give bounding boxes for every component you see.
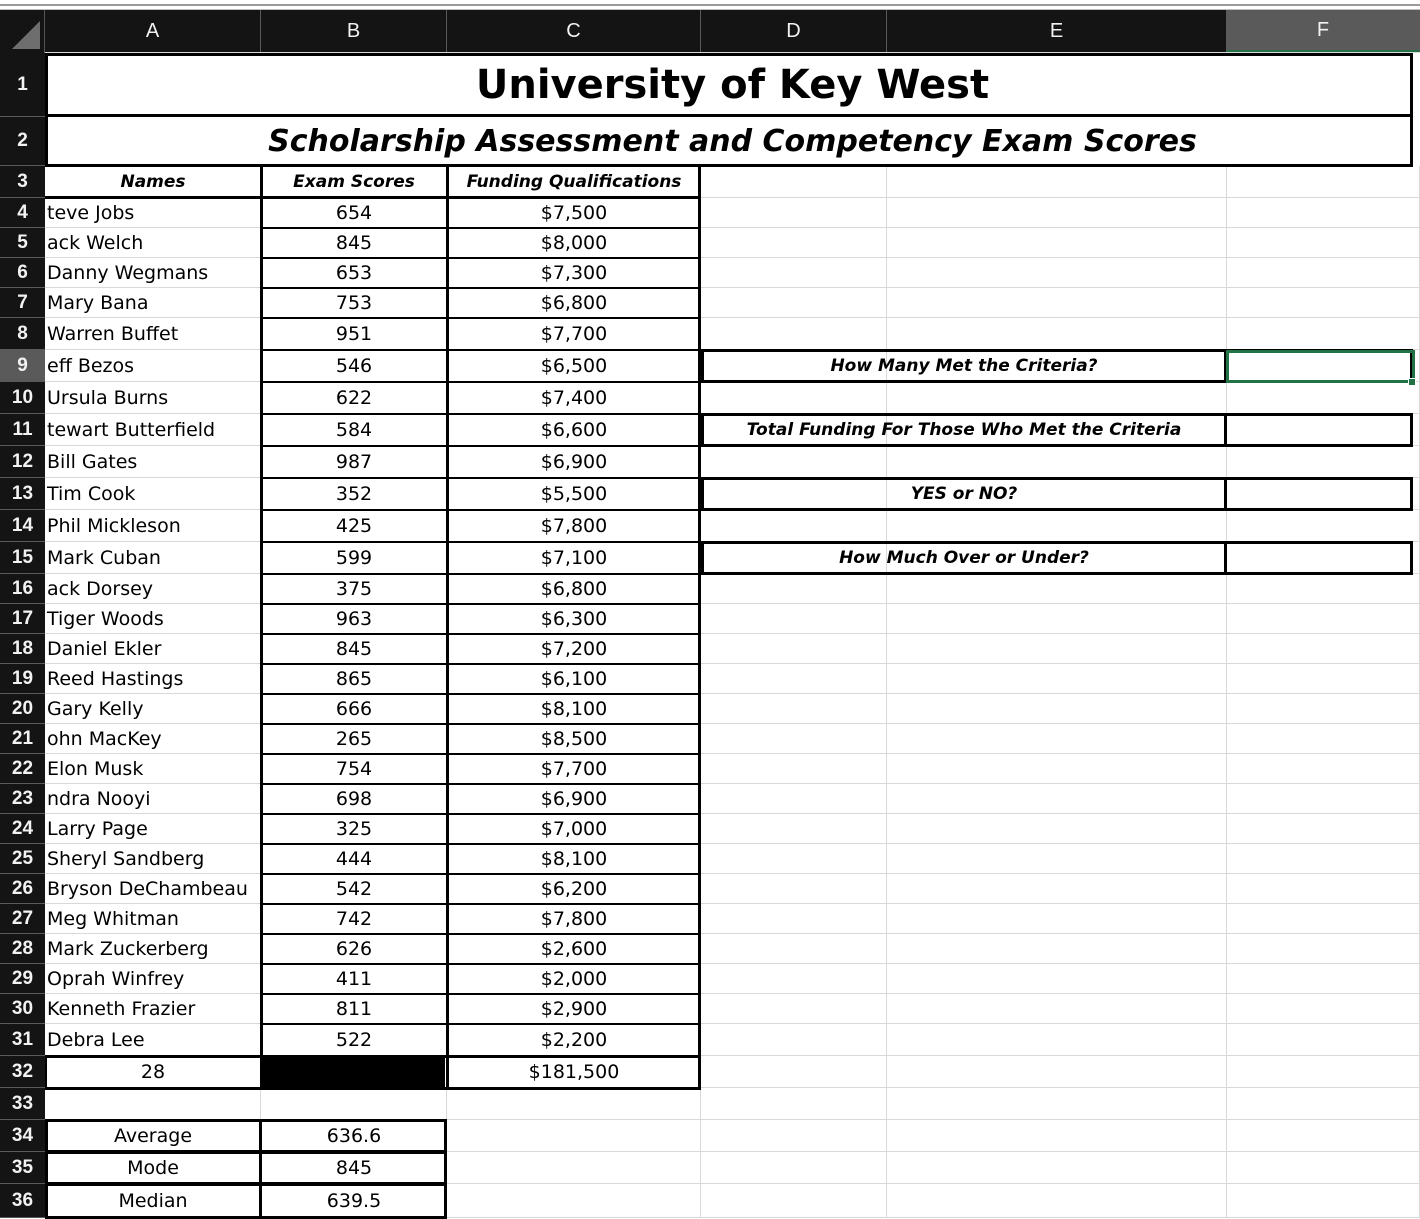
table-row-border: [261, 843, 701, 845]
score-cell[interactable]: 584: [335, 419, 373, 441]
column-header-c[interactable]: C: [447, 10, 701, 53]
funding-cell[interactable]: $7,400: [540, 387, 608, 409]
score-cell[interactable]: 325: [335, 818, 373, 840]
score-cell[interactable]: 754: [335, 758, 373, 780]
stat-divider: [259, 1152, 262, 1184]
funding-cell[interactable]: $2,600: [540, 938, 608, 960]
row-header-4[interactable]: 4: [0, 198, 45, 228]
score-cell[interactable]: 698: [335, 788, 373, 810]
table-row-border: [261, 257, 701, 259]
active-cell-selection[interactable]: [1226, 350, 1415, 383]
score-cell[interactable]: 742: [335, 908, 373, 930]
table-vertical-border: [260, 165, 263, 1089]
row-header-8[interactable]: 8: [0, 318, 45, 350]
row-header-2[interactable]: 2: [0, 117, 45, 166]
stat-box: [45, 1151, 447, 1185]
stat-box: [45, 1119, 447, 1153]
select-all-corner[interactable]: [0, 10, 45, 53]
table-row-border: [261, 873, 701, 875]
row-header-34[interactable]: 34: [0, 1120, 45, 1152]
name-cell[interactable]: ack Welch: [47, 232, 144, 254]
row-header-16[interactable]: 16: [0, 574, 45, 604]
how-much-over-under-label: How Much Over or Under?: [839, 548, 1089, 568]
question-box: [701, 477, 1413, 511]
funding-cell[interactable]: $7,000: [540, 818, 608, 840]
row-header-20[interactable]: 20: [0, 694, 45, 724]
row-header-31[interactable]: 31: [0, 1024, 45, 1056]
funding-cell[interactable]: $8,100: [540, 848, 608, 870]
score-cell[interactable]: 546: [335, 355, 373, 377]
question-divider: [1224, 414, 1227, 446]
name-cell[interactable]: Larry Page: [47, 818, 148, 840]
row-header-13[interactable]: 13: [0, 478, 45, 510]
column-header-b[interactable]: B: [261, 10, 447, 53]
score-cell[interactable]: 987: [335, 451, 373, 473]
funding-cell[interactable]: $7,300: [540, 262, 608, 284]
yes-or-no-label: YES or NO?: [910, 484, 1018, 504]
score-cell[interactable]: 425: [335, 515, 373, 537]
score-cell[interactable]: 411: [335, 968, 373, 990]
row-header-11[interactable]: 11: [0, 414, 45, 446]
funding-cell[interactable]: $2,200: [540, 1029, 608, 1051]
question-box: [701, 541, 1413, 575]
header-names: Names: [120, 172, 186, 192]
how-many-met-criteria-label: How Many Met the Criteria?: [830, 356, 1098, 376]
row-header-35[interactable]: 35: [0, 1152, 45, 1184]
row-header-10[interactable]: 10: [0, 382, 45, 414]
name-cell[interactable]: Mary Bana: [47, 292, 149, 314]
name-cell[interactable]: ohn MacKey: [47, 728, 162, 750]
name-cell[interactable]: Gary Kelly: [47, 698, 144, 720]
funding-cell[interactable]: $6,800: [540, 578, 608, 600]
stat-label-average: Average: [113, 1125, 193, 1147]
stat-divider: [259, 1184, 262, 1218]
name-cell[interactable]: teve Jobs: [47, 202, 135, 224]
score-cell[interactable]: 599: [335, 547, 373, 569]
table-row-border: [261, 723, 701, 725]
score-cell[interactable]: 654: [335, 202, 373, 224]
name-cell[interactable]: Mark Cuban: [47, 547, 161, 569]
title-divider: [45, 114, 1413, 117]
stat-label-mode: Mode: [127, 1157, 179, 1179]
name-cell[interactable]: Ursula Burns: [47, 387, 169, 409]
row-header-36[interactable]: 36: [0, 1184, 45, 1218]
name-cell[interactable]: Elon Musk: [47, 758, 144, 780]
score-cell[interactable]: 375: [335, 578, 373, 600]
row-header-21[interactable]: 21: [0, 724, 45, 754]
row-header-5[interactable]: 5: [0, 228, 45, 258]
table-row-border: [261, 227, 701, 229]
table-row-border: [261, 783, 701, 785]
score-cell[interactable]: 444: [335, 848, 373, 870]
table-row-border: [261, 509, 701, 511]
score-cell[interactable]: 265: [335, 728, 373, 750]
table-row-border: [261, 753, 701, 755]
row-header-22[interactable]: 22: [0, 754, 45, 784]
table-row-border: [261, 413, 701, 415]
row-header-14[interactable]: 14: [0, 510, 45, 542]
header-funding: Funding Qualifications: [466, 172, 682, 192]
funding-cell[interactable]: $2,000: [540, 968, 608, 990]
table-row-border: [261, 349, 701, 351]
question-divider: [1224, 542, 1227, 574]
name-cell[interactable]: eff Bezos: [47, 355, 135, 377]
row-header-24[interactable]: 24: [0, 814, 45, 844]
name-cell[interactable]: Oprah Winfrey: [47, 968, 185, 990]
funding-cell[interactable]: $6,900: [540, 788, 608, 810]
funding-cell[interactable]: $8,000: [540, 232, 608, 254]
row-header-25[interactable]: 25: [0, 844, 45, 874]
row-header-12[interactable]: 12: [0, 446, 45, 478]
row-header-26[interactable]: 26: [0, 874, 45, 904]
score-cell[interactable]: 951: [335, 323, 373, 345]
total-funding-met-criteria-label: Total Funding For Those Who Met the Criteria: [746, 420, 1182, 440]
score-cell[interactable]: 352: [335, 483, 373, 505]
funding-cell[interactable]: $6,900: [540, 451, 608, 473]
name-cell[interactable]: Reed Hastings: [47, 668, 184, 690]
funding-cell[interactable]: $6,500: [540, 355, 608, 377]
score-cell[interactable]: 753: [335, 292, 373, 314]
table-row-border: [261, 381, 701, 383]
table-row-border: [261, 813, 701, 815]
table-row-border: [261, 633, 701, 635]
score-cell[interactable]: 963: [335, 608, 373, 630]
stat-label-median: Median: [118, 1190, 188, 1212]
table-row-border: [261, 573, 701, 575]
row-header-1[interactable]: 1: [0, 53, 45, 117]
score-cell[interactable]: 845: [335, 232, 373, 254]
stat-value-mode[interactable]: 845: [335, 1157, 373, 1179]
name-cell[interactable]: Debra Lee: [47, 1029, 145, 1051]
funding-cell[interactable]: $5,500: [540, 483, 608, 505]
name-cell[interactable]: Sheryl Sandberg: [47, 848, 205, 870]
total-count-cell[interactable]: 28: [140, 1061, 166, 1083]
row-header-28[interactable]: 28: [0, 934, 45, 964]
score-cell[interactable]: 626: [335, 938, 373, 960]
window-top-strip: [0, 0, 1420, 10]
row-header-3[interactable]: 3: [0, 166, 45, 198]
name-cell[interactable]: Daniel Ekler: [47, 638, 162, 660]
question-divider: [1224, 478, 1227, 510]
row-header-30[interactable]: 30: [0, 994, 45, 1024]
name-cell[interactable]: Bryson DeChambeau: [47, 878, 248, 900]
name-cell[interactable]: Bill Gates: [47, 451, 138, 473]
row-header-27[interactable]: 27: [0, 904, 45, 934]
column-header-e[interactable]: E: [887, 10, 1227, 53]
table-row-border: [261, 993, 701, 995]
row-header-17[interactable]: 17: [0, 604, 45, 634]
name-cell[interactable]: ack Dorsey: [47, 578, 154, 600]
funding-cell[interactable]: $7,100: [540, 547, 608, 569]
funding-cell[interactable]: $7,800: [540, 908, 608, 930]
funding-cell[interactable]: $7,700: [540, 758, 608, 780]
table-row-border: [261, 963, 701, 965]
total-funding-cell[interactable]: $181,500: [528, 1061, 620, 1083]
table-row-border: [261, 287, 701, 289]
score-cell[interactable]: 542: [335, 878, 373, 900]
funding-cell[interactable]: $6,600: [540, 419, 608, 441]
funding-cell[interactable]: $7,200: [540, 638, 608, 660]
row-header-33[interactable]: 33: [0, 1088, 45, 1120]
score-cell[interactable]: 653: [335, 262, 373, 284]
name-cell[interactable]: ndra Nooyi: [47, 788, 151, 810]
row-header-7[interactable]: 7: [0, 288, 45, 318]
table-vertical-border: [446, 165, 449, 1089]
funding-cell[interactable]: $8,500: [540, 728, 608, 750]
name-cell[interactable]: Tiger Woods: [47, 608, 164, 630]
row-header-32[interactable]: 32: [0, 1056, 45, 1088]
question-box: [701, 413, 1413, 447]
score-cell[interactable]: 522: [335, 1029, 373, 1051]
funding-cell[interactable]: $7,700: [540, 323, 608, 345]
row-header-18[interactable]: 18: [0, 634, 45, 664]
table-row-border: [261, 933, 701, 935]
row-header-19[interactable]: 19: [0, 664, 45, 694]
name-cell[interactable]: Danny Wegmans: [47, 262, 209, 284]
funding-cell[interactable]: $6,800: [540, 292, 608, 314]
name-cell[interactable]: Meg Whitman: [47, 908, 179, 930]
sheet-subtitle: Scholarship Assessment and Competency Exam Scores: [45, 117, 1420, 166]
column-header-a[interactable]: A: [45, 10, 261, 53]
row-header-29[interactable]: 29: [0, 964, 45, 994]
funding-cell[interactable]: $6,300: [540, 608, 608, 630]
name-cell[interactable]: Tim Cook: [47, 483, 136, 505]
name-cell[interactable]: tewart Butterfield: [47, 419, 216, 441]
score-cell[interactable]: 811: [335, 998, 373, 1020]
header-bottom-border: [45, 196, 701, 199]
blacked-out-cell[interactable]: [262, 1057, 445, 1088]
funding-cell[interactable]: $2,900: [540, 998, 608, 1020]
funding-cell[interactable]: $7,500: [540, 202, 608, 224]
title-border: [45, 53, 1413, 167]
table-row-border: [261, 1023, 701, 1025]
table-row-border: [261, 693, 701, 695]
header-exam-scores: Exam Scores: [293, 172, 415, 192]
stat-divider: [259, 1120, 262, 1152]
name-cell[interactable]: Warren Buffet: [47, 323, 179, 345]
table-row-border: [261, 903, 701, 905]
table-vertical-border: [698, 165, 701, 1089]
name-cell[interactable]: Phil Mickleson: [47, 515, 181, 537]
name-cell[interactable]: Kenneth Frazier: [47, 998, 196, 1020]
stat-box: [45, 1183, 447, 1219]
funding-cell[interactable]: $6,100: [540, 668, 608, 690]
table-row-border: [261, 603, 701, 605]
table-row-border: [261, 541, 701, 543]
funding-cell[interactable]: $7,800: [540, 515, 608, 537]
table-row-border: [261, 445, 701, 447]
fill-handle-icon[interactable]: [1408, 378, 1416, 386]
table-row-border: [261, 663, 701, 665]
stat-value-median[interactable]: 639.5: [326, 1190, 382, 1212]
stat-value-average[interactable]: 636.6: [326, 1125, 382, 1147]
sheet-title: University of Key West: [45, 53, 1420, 117]
score-cell[interactable]: 622: [335, 387, 373, 409]
funding-cell[interactable]: $6,200: [540, 878, 608, 900]
score-cell[interactable]: 865: [335, 668, 373, 690]
column-header-f[interactable]: F: [1227, 10, 1420, 53]
score-cell[interactable]: 845: [335, 638, 373, 660]
table-row-border: [261, 317, 701, 319]
row-header-23[interactable]: 23: [0, 784, 45, 814]
row-header-9[interactable]: 9: [0, 350, 45, 382]
row-header-15[interactable]: 15: [0, 542, 45, 574]
row-header-6[interactable]: 6: [0, 258, 45, 288]
score-cell[interactable]: 666: [335, 698, 373, 720]
name-cell[interactable]: Mark Zuckerberg: [47, 938, 209, 960]
table-row-border: [261, 477, 701, 479]
column-header-d[interactable]: D: [701, 10, 887, 53]
funding-cell[interactable]: $8,100: [540, 698, 608, 720]
select-all-triangle-icon: [12, 21, 40, 49]
